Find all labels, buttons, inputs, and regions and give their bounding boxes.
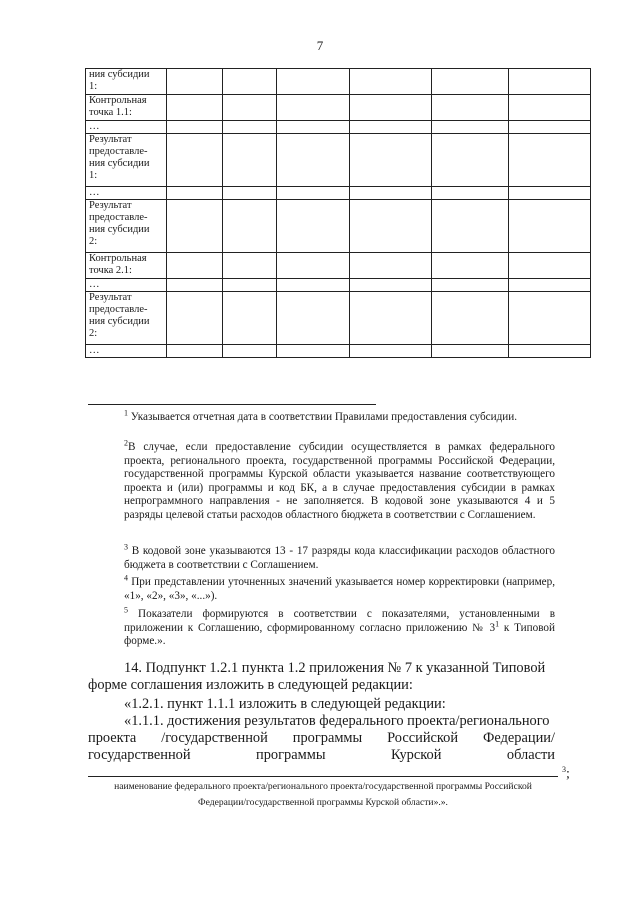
empty-cell: [167, 253, 223, 279]
line-3-word: программы: [256, 747, 326, 763]
row-label: Контрольная точка 1.1:: [86, 95, 167, 121]
footnote-5-text: Показатели формируются в соответствии с показателями, установленными в приложении к Соглашению, сформированному согласно приложению № 3: [124, 608, 555, 634]
blank-line-end: [562, 763, 570, 782]
footnote-5-text-tail: к Типовой форме.».: [124, 621, 555, 648]
empty-cell: [432, 200, 509, 253]
table-row: [86, 69, 591, 95]
empty-cell: [509, 134, 591, 187]
row-label: Результат предоставле- ния субсидии 2:: [86, 292, 167, 345]
empty-cell: [509, 200, 591, 253]
page-number: 7: [316, 38, 324, 53]
empty-cell: [223, 69, 277, 95]
empty-cell: [432, 121, 509, 134]
footnote-3: [88, 542, 555, 572]
caption-line-2: Федерации/государственной программы Курской области».».: [198, 797, 448, 808]
empty-cell: [509, 345, 591, 358]
caption-line-1: наименование федерального проекта/регионального проекта/государственной программы Российской: [114, 781, 532, 792]
empty-cell: [167, 200, 223, 253]
empty-cell: [509, 69, 591, 95]
paragraph-1-2-1: «1.2.1. пункт 1.1.1 изложить в следующей редакции:: [124, 696, 446, 712]
paragraph-1-1-1-line-3: [88, 747, 555, 764]
table-row: [86, 134, 591, 187]
empty-cell: [167, 134, 223, 187]
row-label: ния субсидии 1:: [86, 69, 167, 95]
empty-cell: [432, 345, 509, 358]
empty-cell: [223, 279, 277, 292]
empty-cell: [432, 292, 509, 345]
empty-cell: [350, 187, 432, 200]
row-label: …: [86, 187, 167, 200]
footnote-2-number: 2: [124, 438, 128, 448]
empty-cell: [509, 187, 591, 200]
row-label: Результат предоставле- ния субсидии 2:: [86, 200, 167, 253]
empty-cell: [223, 187, 277, 200]
empty-cell: [277, 345, 350, 358]
empty-cell: [167, 187, 223, 200]
line-3-word: Курской: [390, 747, 442, 763]
empty-cell: [509, 253, 591, 279]
footnote-separator: [88, 404, 376, 405]
blank-fill-line: [88, 776, 558, 777]
row-label: …: [86, 279, 167, 292]
footnote-2: [88, 438, 555, 523]
empty-cell: [223, 292, 277, 345]
empty-cell: [432, 187, 509, 200]
empty-cell: [223, 253, 277, 279]
row-label: …: [86, 345, 167, 358]
row-label: …: [86, 121, 167, 134]
footnote-4-number: 4: [124, 573, 128, 583]
empty-cell: [432, 69, 509, 95]
footnote-2-text: В случае, если предоставление субсидии осуществляется в рамках федерального проекта, регионального проекта, государственной программы Российской Федерации, государственной программы Курской области указывается название соответствующего проекта и (или) программы и код БК, а в случае предоставления субсидии в рамках непрограммного направления - не заполняется. В кодовой зоне указываются 4 и 5 разряды целевой статьи расходов областного бюджета в соответствии с Соглашением.: [124, 441, 555, 521]
empty-cell: [277, 187, 350, 200]
empty-cell: [432, 253, 509, 279]
paragraph-14: 14. Подпункт 1.2.1 пункта 1.2 приложения № 7 к указанной Типовой форме соглашения изложить в следующей редакции:: [88, 660, 546, 693]
empty-cell: [167, 292, 223, 345]
table-row: [86, 187, 591, 200]
empty-cell: [509, 95, 591, 121]
footnote-5-appendix-sup: 1: [495, 618, 500, 628]
table-row: [86, 200, 591, 253]
line-3-word: государственной: [88, 747, 191, 763]
footnote-1: [88, 408, 555, 425]
empty-cell: [277, 292, 350, 345]
empty-cell: [350, 279, 432, 292]
line-3-word: области: [506, 747, 555, 763]
empty-cell: [277, 121, 350, 134]
empty-cell: [223, 200, 277, 253]
empty-cell: [277, 95, 350, 121]
empty-cell: [509, 279, 591, 292]
empty-cell: [350, 121, 432, 134]
row-label: Контрольная точка 2.1:: [86, 253, 167, 279]
footnote-4: [88, 573, 556, 603]
line-2-word: программы: [292, 730, 363, 746]
empty-cell: [167, 345, 223, 358]
table-row: [86, 345, 591, 358]
empty-cell: [350, 69, 432, 95]
table-row: [86, 279, 591, 292]
empty-cell: [277, 253, 350, 279]
empty-cell: [509, 121, 591, 134]
indicator-table: [85, 68, 591, 358]
paragraph-1-1-1: «1.1.1. достижения результатов федерального проекта/регионального: [124, 713, 550, 729]
empty-cell: [350, 134, 432, 187]
empty-cell: [223, 345, 277, 358]
empty-cell: [350, 292, 432, 345]
footnote-1-text: Указывается отчетная дата в соответствии Правилами предоставления субсидии.: [130, 411, 518, 423]
empty-cell: [350, 95, 432, 121]
table-row: [86, 292, 591, 345]
empty-cell: [432, 134, 509, 187]
empty-cell: [432, 95, 509, 121]
footnote-ref-3: 3: [562, 765, 566, 774]
empty-cell: [167, 69, 223, 95]
table-row: [86, 121, 591, 134]
empty-cell: [509, 292, 591, 345]
line-2-word: Российской: [387, 730, 459, 746]
row-label: Результат предоставле- ния субсидии 1:: [86, 134, 167, 187]
empty-cell: [223, 134, 277, 187]
line-2-word: Федерации/: [483, 730, 555, 746]
footnote-5-number: 5: [124, 605, 128, 615]
semicolon: ;: [566, 766, 570, 782]
empty-cell: [223, 95, 277, 121]
empty-cell: [277, 69, 350, 95]
footnote-5: [88, 605, 555, 649]
empty-cell: [350, 253, 432, 279]
footnote-3-text: В кодовой зоне указываются 13 - 17 разряды кода классификации расходов областного бюджета в соответствии с Соглашением.: [124, 545, 555, 571]
table-row: [86, 95, 591, 121]
empty-cell: [350, 200, 432, 253]
empty-cell: [167, 95, 223, 121]
line-2-word: /государственной: [161, 730, 268, 746]
line-2-word: проекта: [88, 730, 137, 746]
footnote-4-text: При представлении уточненных значений указывается номер корректировки (например, «1», «2», «3», «...»).: [124, 576, 556, 602]
empty-cell: [350, 345, 432, 358]
footnote-1-number: 1: [124, 408, 128, 418]
empty-cell: [432, 279, 509, 292]
empty-cell: [167, 279, 223, 292]
table-row: [86, 253, 591, 279]
paragraph-1-1-1-line-2: [88, 730, 555, 747]
empty-cell: [277, 134, 350, 187]
empty-cell: [223, 121, 277, 134]
empty-cell: [167, 121, 223, 134]
footnote-3-number: 3: [124, 542, 128, 552]
empty-cell: [277, 200, 350, 253]
empty-cell: [277, 279, 350, 292]
